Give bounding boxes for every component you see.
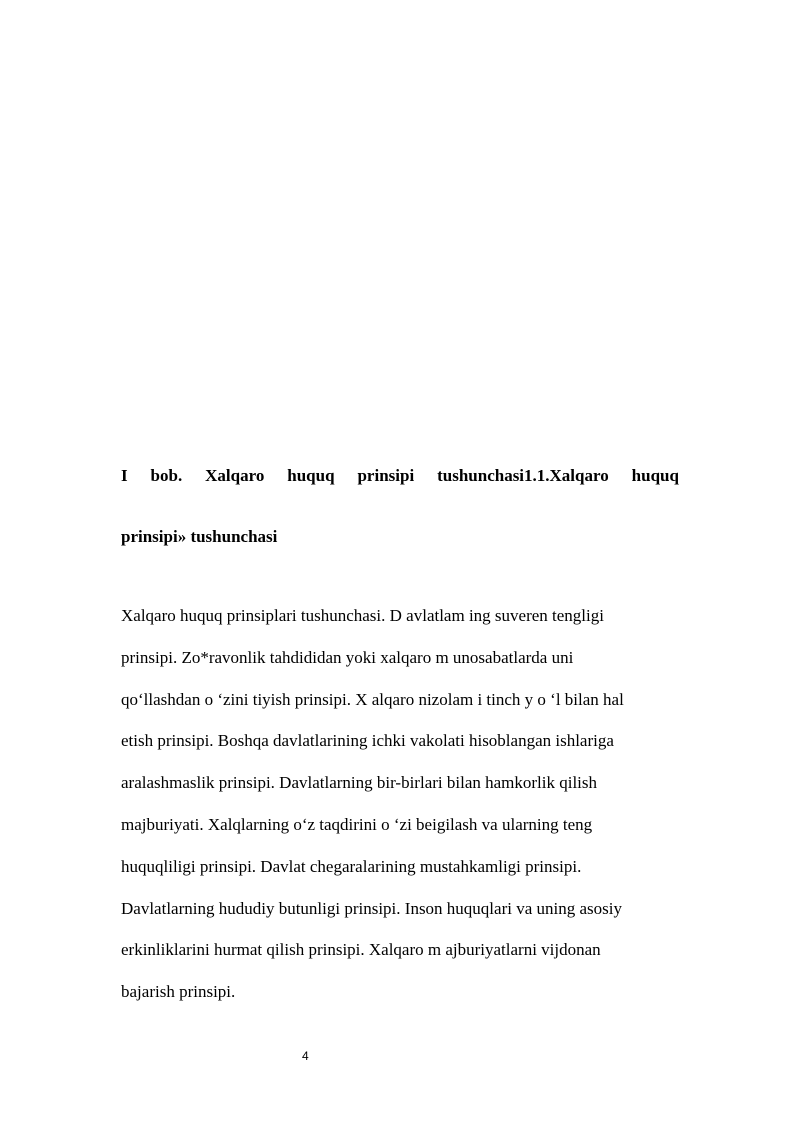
body-line: bajarish prinsipi.	[121, 982, 236, 1002]
body-line: majburiyati. Xalqlarning o‘z taqdirini o ‘zi beigilash va ularning teng	[121, 814, 593, 834]
body-line: Davlatlarning hududiy butunligi prinsipi. Inson huquqlari va uning asosiy	[121, 898, 622, 918]
heading-word: bob.	[150, 466, 183, 485]
body-line: aralashmaslik prinsipi. Davlatlarning bir-birlari bilan hamkorlik qilish	[121, 773, 598, 793]
heading-word: prinsipi	[357, 466, 415, 485]
heading-word: huquq	[631, 466, 679, 485]
chapter-heading-line-2: prinsipi» tushunchasi	[121, 527, 278, 546]
body-line: Xalqaro huquq prinsiplari tushunchasi. D avlatlam ing suveren tengligi	[121, 606, 604, 625]
body-line: huquqliligi prinsipi. Davlat chegaralarining mustahkamligi prinsipi.	[121, 856, 582, 876]
heading-word: tushunchasi1.1.Xalqaro	[437, 466, 609, 485]
body-line: qo‘llashdan o ‘zini tiyish prinsipi. X alqaro nizolam i tinch y o ‘l bilan hal	[121, 689, 624, 709]
heading-word: Xalqaro	[205, 466, 265, 485]
body-line: erkinliklarini hurmat qilish prinsipi. Xalqaro m ajburiyatlarni vijdonan	[121, 940, 601, 960]
page-number: 4	[302, 1049, 309, 1063]
body-paragraph	[121, 595, 691, 1013]
heading-word: I	[121, 466, 128, 485]
body-line: prinsipi. Zo*ravonlik tahdididan yoki xalqaro m unosabatlarda uni	[121, 647, 574, 667]
heading-word: huquq	[287, 466, 335, 485]
chapter-heading	[121, 461, 679, 552]
chapter-heading-line-1	[121, 461, 679, 491]
body-line: etish prinsipi. Boshqa davlatlarining ichki vakolati hisoblangan ishlariga	[121, 731, 614, 751]
